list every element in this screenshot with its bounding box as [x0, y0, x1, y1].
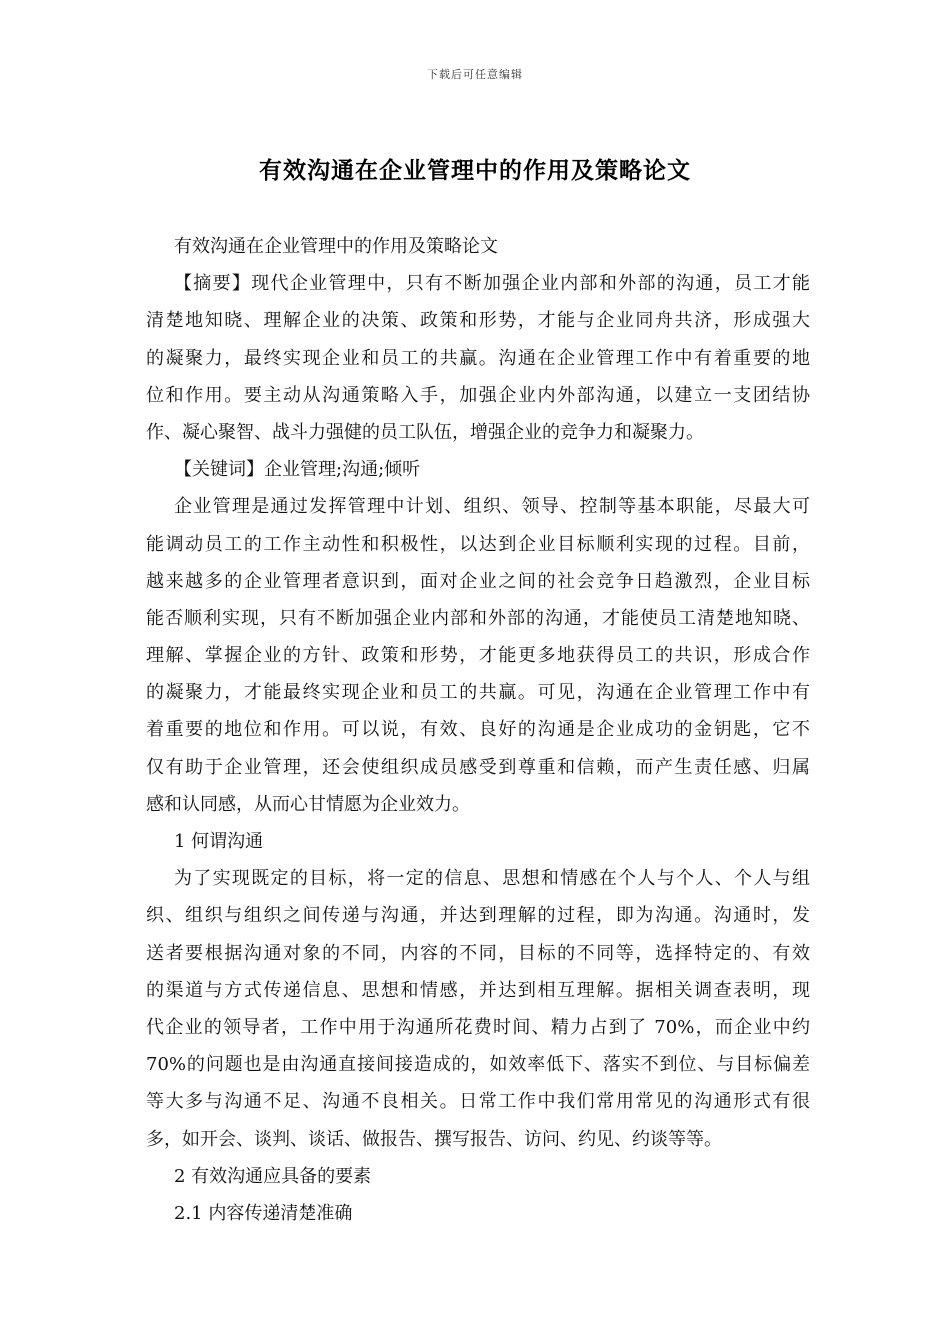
paragraph-line: 位和作用。要主动从沟通策略入手，加强企业内外部沟通，以建立一支团结协 — [146, 384, 810, 406]
paragraph-line: 70%的问题也是由沟通直接间接造成的，如效率低下、落实不到位、与目标偏差 — [146, 1054, 810, 1076]
paragraph-line: 着重要的地位和作用。可以说，有效、良好的沟通是企业成功的金钥匙，它不 — [146, 719, 810, 741]
paragraph-line: 理解、掌握企业的方针、政策和形势，才能更多地获得员工的共识，形成合作 — [146, 645, 810, 667]
section1-heading — [146, 823, 810, 860]
paragraph-line: 能调动员工的工作主动性和积极性，以达到企业目标顺利实现的过程。目前， — [146, 533, 810, 555]
paragraph-line: 仅有助于企业管理，还会使组织成员感受到尊重和信赖，而产生责任感、归属 — [146, 756, 810, 778]
paragraph-line: 有效沟通在企业管理中的作用及策略论文 — [174, 236, 498, 257]
paragraph-line: 作、凝心聚智、战斗力强健的员工队伍，增强企业的竞争力和凝聚力。 — [146, 421, 704, 443]
section2-heading — [146, 1158, 810, 1195]
paragraph-line: 企业管理是通过发挥管理中计划、组织、领导、控制等基本职能，尽最大可 — [174, 496, 810, 518]
paragraph-line: 能否顺利实现，只有不断加强企业内部和外部的沟通，才能使员工清楚地知晓、 — [146, 607, 810, 629]
paragraph-line: 越来越多的企业管理者意识到，面对企业之间的社会竞争日趋激烈，企业目标 — [146, 570, 810, 592]
paragraph-line: 织、组织与组织之间传递与沟通，并达到理解的过程，即为沟通。沟通时，发 — [146, 905, 810, 927]
abstract-paragraph — [146, 265, 810, 451]
page-title: 有效沟通在企业管理中的作用及策略论文 — [259, 157, 691, 184]
paragraph-line: 代企业的领导者，工作中用于沟通所花费时间、精力占到了 70%，而企业中约 — [146, 1016, 810, 1038]
section2-1-heading — [146, 1195, 810, 1232]
subsection-heading: 2.1 内容传递清楚准确 — [174, 1202, 353, 1224]
header-note: 下载后可任意编辑 — [427, 68, 523, 81]
paragraph-line: 等大多与沟通不足、沟通不良相关。日常工作中我们常用常见的沟通形式有很 — [146, 1091, 810, 1113]
paragraph-line: 的渠道与方式传递信息、思想和情感，并达到相互理解。据相关调查表明，现 — [146, 979, 810, 1001]
paragraph-line: 【摘要】现代企业管理中，只有不断加强企业内部和外部的沟通，员工才能 — [174, 273, 810, 295]
document-body — [146, 228, 810, 1232]
paragraph-line: 送者要根据沟通对象的不同，内容的不同，目标的不同等，选择特定的、有效 — [146, 942, 810, 964]
paragraph-line: 感和认同感，从而心甘情愿为企业效力。 — [146, 793, 470, 815]
paragraph-line: 清楚地知晓、理解企业的决策、政策和形势，才能与企业同舟共济，形成强大 — [146, 310, 810, 332]
paragraph-line: 多，如开会、谈判、谈话、做报告、撰写报告、访问、约见、约谈等等。 — [146, 1128, 722, 1150]
section1-paragraph — [146, 860, 810, 1158]
paragraph-line: 【关键词】企业管理;沟通;倾听 — [174, 459, 421, 481]
subtitle-paragraph — [146, 228, 810, 265]
paragraph-line: 为了实现既定的目标，将一定的信息、思想和情感在个人与个人、个人与组 — [174, 868, 810, 890]
section-heading: 1 何谓沟通 — [174, 831, 264, 852]
keywords-paragraph — [146, 451, 810, 488]
paragraph-line: 的凝聚力，才能最终实现企业和员工的共赢。可见，沟通在企业管理工作中有 — [146, 682, 810, 704]
section-heading: 2 有效沟通应具备的要素 — [174, 1165, 372, 1187]
intro-paragraph — [146, 488, 810, 823]
paragraph-line: 的凝聚力，最终实现企业和员工的共赢。沟通在企业管理工作中有着重要的地 — [146, 347, 810, 369]
